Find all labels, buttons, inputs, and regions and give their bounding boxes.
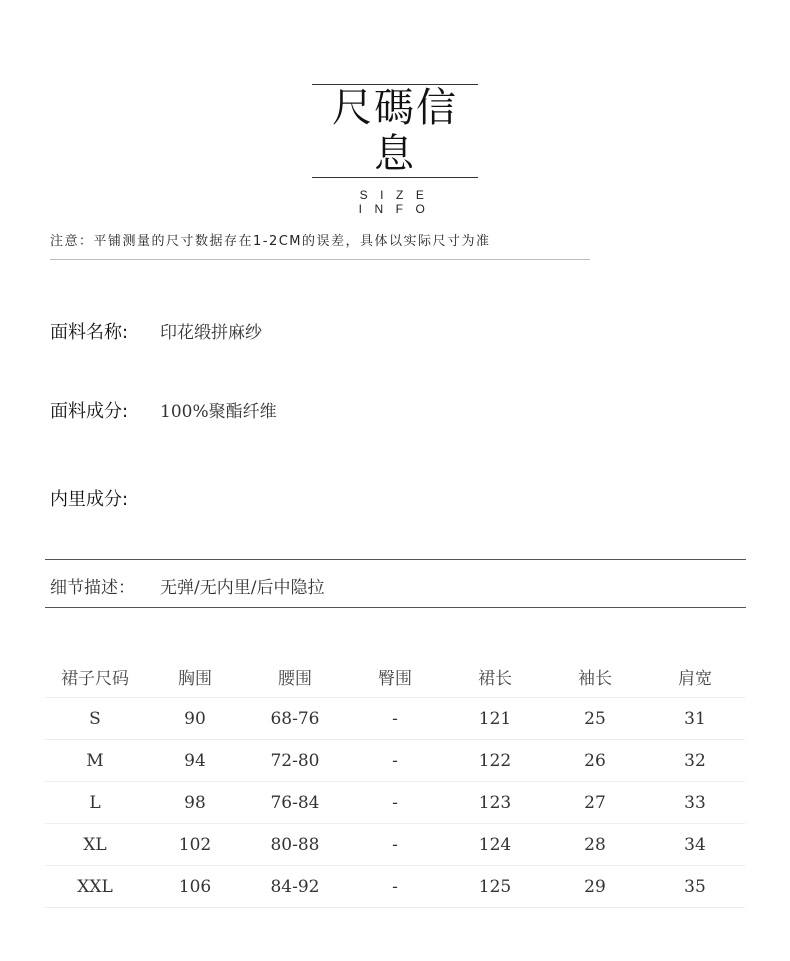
detail-label: 细节描述： xyxy=(50,578,135,598)
detail-value: 无弹/无内里/后中隐拉 xyxy=(160,578,325,598)
table-cell: - xyxy=(345,740,445,782)
fabric-name-row xyxy=(50,318,262,344)
table-cell: L xyxy=(45,782,145,824)
header-cell: 胸围 xyxy=(145,655,245,698)
table-cell: M xyxy=(45,740,145,782)
table-row xyxy=(45,740,745,782)
table-cell: 28 xyxy=(545,824,645,866)
table-cell: 122 xyxy=(445,740,545,782)
detail-row xyxy=(50,573,324,598)
table-cell: 94 xyxy=(145,740,245,782)
header-cell: 裙子尺码 xyxy=(45,655,145,698)
measurement-notice: 注意：平铺测量的尺寸数据存在1-2CM的误差，具体以实际尺寸为准 xyxy=(50,234,491,249)
lining-composition-row xyxy=(50,485,160,511)
table-row xyxy=(45,698,745,740)
lining-composition-label: 内里成分: xyxy=(50,489,129,510)
table-cell: XXL xyxy=(45,866,145,908)
table-cell: 72-80 xyxy=(245,740,345,782)
fabric-name-label: 面料名称: xyxy=(50,322,129,343)
table-cell: 124 xyxy=(445,824,545,866)
table-cell: 90 xyxy=(145,698,245,740)
fabric-composition-row xyxy=(50,397,277,423)
size-table xyxy=(45,655,745,908)
table-cell: 35 xyxy=(645,866,745,908)
table-cell: 106 xyxy=(145,866,245,908)
table-cell: 33 xyxy=(645,782,745,824)
table-cell: 32 xyxy=(645,740,745,782)
title-block xyxy=(312,84,478,216)
notice-divider xyxy=(50,259,590,260)
table-row xyxy=(45,824,745,866)
table-cell: 102 xyxy=(145,824,245,866)
table-cell: 29 xyxy=(545,866,645,908)
table-cell: 98 xyxy=(145,782,245,824)
table-cell: 123 xyxy=(445,782,545,824)
table-cell: XL xyxy=(45,824,145,866)
table-cell: 84-92 xyxy=(245,866,345,908)
fabric-name-value: 印花缎拼麻纱 xyxy=(160,323,262,343)
header-cell: 袖长 xyxy=(545,655,645,698)
table-cell: S xyxy=(45,698,145,740)
table-row xyxy=(45,782,745,824)
table-cell: 121 xyxy=(445,698,545,740)
detail-top-rule xyxy=(45,559,746,560)
fabric-composition-label: 面料成分: xyxy=(50,401,129,422)
table-cell: - xyxy=(345,824,445,866)
table-cell: 34 xyxy=(645,824,745,866)
header-cell: 肩宽 xyxy=(645,655,745,698)
detail-bottom-rule xyxy=(45,607,746,608)
table-cell: 31 xyxy=(645,698,745,740)
table-row xyxy=(45,866,745,908)
table-cell: 68-76 xyxy=(245,698,345,740)
header-cell: 臀围 xyxy=(345,655,445,698)
table-cell: - xyxy=(345,866,445,908)
table-cell: 26 xyxy=(545,740,645,782)
table-cell: 76-84 xyxy=(245,782,345,824)
size-table-header xyxy=(45,655,745,698)
table-cell: 27 xyxy=(545,782,645,824)
page-title: 尺碼信息 xyxy=(332,85,458,177)
table-cell: 80-88 xyxy=(245,824,345,866)
table-cell: 125 xyxy=(445,866,545,908)
table-cell: 25 xyxy=(545,698,645,740)
table-cell: - xyxy=(345,782,445,824)
page-subtitle: SIZE INFO xyxy=(358,188,438,216)
header-cell: 裙长 xyxy=(445,655,545,698)
header-cell: 腰围 xyxy=(245,655,345,698)
title-bottom-rule xyxy=(312,177,478,178)
fabric-composition-value: 100%聚酯纤维 xyxy=(160,402,277,422)
table-cell: - xyxy=(345,698,445,740)
